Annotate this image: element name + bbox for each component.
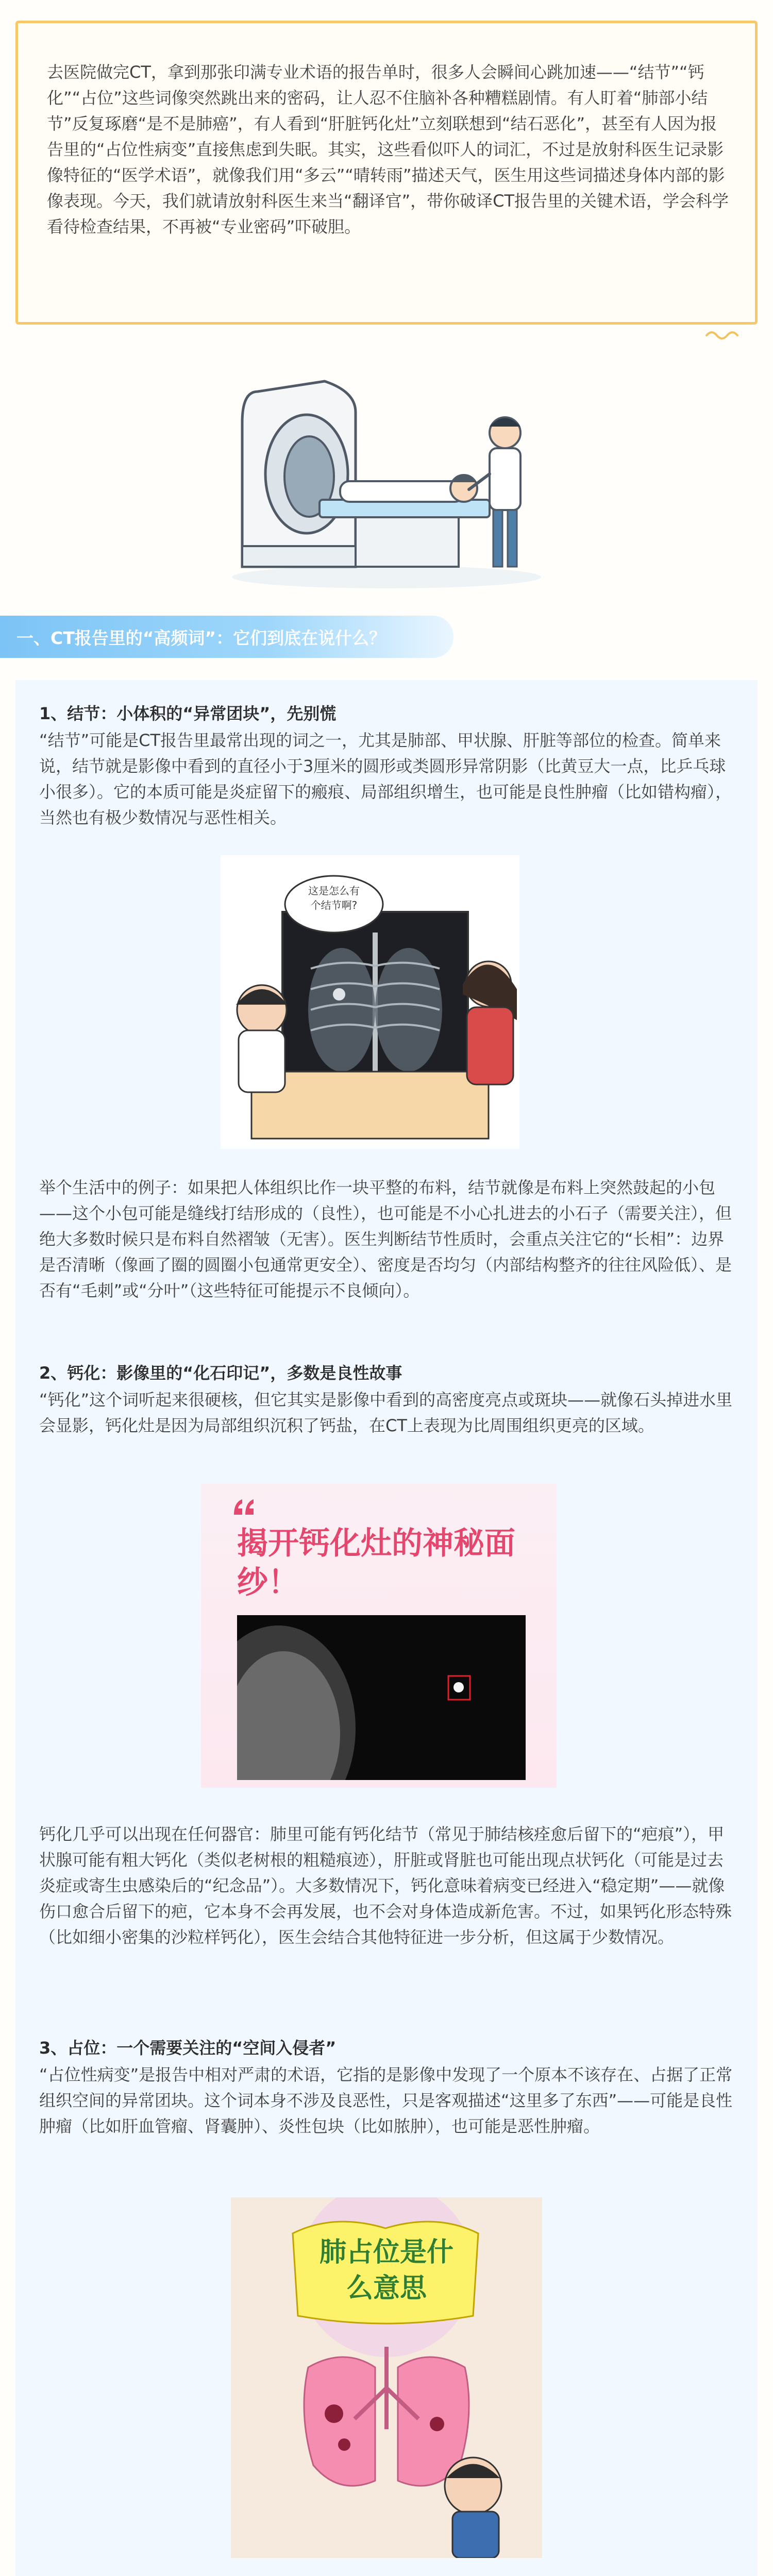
ct-scanner-illustration — [222, 361, 551, 592]
s1-paragraph-1: “结节”可能是CT报告里最常出现的词之一，尤其是肺部、甲状腺、肝脏等部位的检查。简单来说，结节就是影像中看到的直径小于3厘米的圆形或类圆形异常阴影（比黄豆大一点，比乒乓球小很多）。它的本质可能是炎症留下的瘢痕、局部组织增生，也可能是良性肿瘤（比如错构瘤），当然也有极少数情况与恶性相关。 — [39, 731, 732, 827]
section1-body — [15, 680, 758, 2576]
s3-paragraph-1: “占位性病变”是报告中相对严肃的术语，它指的是影像中发现了一个原本不该存在、占据了正常组织空间的异常团块。这个词本身不涉及良恶性，只是客观描述“这里多了东西”——可能是良性肿瘤（比如肝血管瘤、肾囊肿）、炎性包块（比如脓肿），也可能是恶性肿瘤。 — [39, 2065, 733, 2136]
calcification-poster-image — [201, 1484, 557, 1788]
speech-bubble-text: 这是怎么有个结节啊? — [308, 885, 360, 911]
ct-scan-image — [237, 1615, 526, 1780]
s2-title: 2、钙化：影像里的“化石印记”，多数是良性故事 — [39, 1363, 402, 1383]
calcification-headline: 揭开钙化灶的神秘面纱！ — [237, 1526, 515, 1601]
squiggle-icon — [704, 328, 741, 341]
quote-icon — [233, 1498, 255, 1516]
lung-poster-headline: 肺占位是什么意思 — [319, 2237, 453, 2304]
s1-title: 1、结节：小体积的“异常团块”，先别慌 — [39, 704, 337, 723]
section1-heading — [0, 616, 453, 658]
intro-text: 去医院做完CT，拿到那张印满专业术语的报告单时，很多人会瞬间心跳加速——“结节”“钙化”“占位”这些词像突然跳出来的密码，让人忍不住脑补各种糟糕剧情。有人盯着“肺部小结节”反复琢磨“是不是肺癌”，有人看到“肝脏钙化灶”立刻联想到“结石恶化”，甚至有人因为报告里的“占位性病变”直接焦虑到失眠。其实，这些看似吓人的词汇，不过是放射科医生记录影像特征的“医学术语”，就像我们用“多云”“晴转雨”描述天气，医生用这些词描述身体内部的影像表现。今天，我们就请放射科医生来当“翻译官”，带你破译CT报告里的关键术语，学会科学看待检查结果，不再被“专业密码”吓破胆。 — [47, 62, 729, 236]
xray-cartoon-image — [221, 855, 519, 1149]
s1-paragraph-2: 举个生活中的例子：如果把人体组织比作一块平整的布料，结节就像是布料上突然鼓起的小包——这个小包可能是缝线打结形成的（良性），也可能是不小心扎进去的小石子（需要关注），但绝大多数时候只是布料自然褶皱（无害）。医生判断结节性质时，会重点关注它的“长相”：边界是否清晰（像画了圈的圆圈小包通常更安全）、密度是否均匀（内部结构整齐的往往风险低）、是否有“毛刺”或“分叶”（这些特征可能提示不良倾向）。 — [39, 1178, 732, 1300]
section1-heading-text: 一、CT报告里的“高频词”：它们到底在说什么？ — [16, 628, 386, 648]
s2-paragraph-2: 钙化几乎可以出现在任何器官：肺里可能有钙化结节（常见于肺结核痊愈后留下的“疤痕”），甲状腺可能有粗大钙化（类似老树根的粗糙痕迹），肝脏或肾脏也可能出现点状钙化（可能是过去炎症或寄生虫感染后的“纪念品”）。大多数情况下，钙化意味着病变已经进入“稳定期”——就像伤口愈合后留下的疤，它本身不会再发展，也不会对身体造成新危害。不过，如果钙化形态特殊（比如细小密集的沙粒样钙化），医生会结合其他特征进一步分析，但这属于少数情况。 — [39, 1824, 732, 1947]
intro-box — [15, 21, 758, 325]
lung-poster-image — [231, 2197, 542, 2558]
s2-paragraph-1: “钙化”这个词听起来很硬核，但它其实是影像中看到的高密度亮点或斑块——就像石头掉进水里会显影，钙化灶是因为局部组织沉积了钙盐，在CT上表现为比周围组织更亮的区域。 — [39, 1390, 733, 1435]
s3-title: 3、占位：一个需要关注的“空间入侵者” — [39, 2038, 337, 2058]
